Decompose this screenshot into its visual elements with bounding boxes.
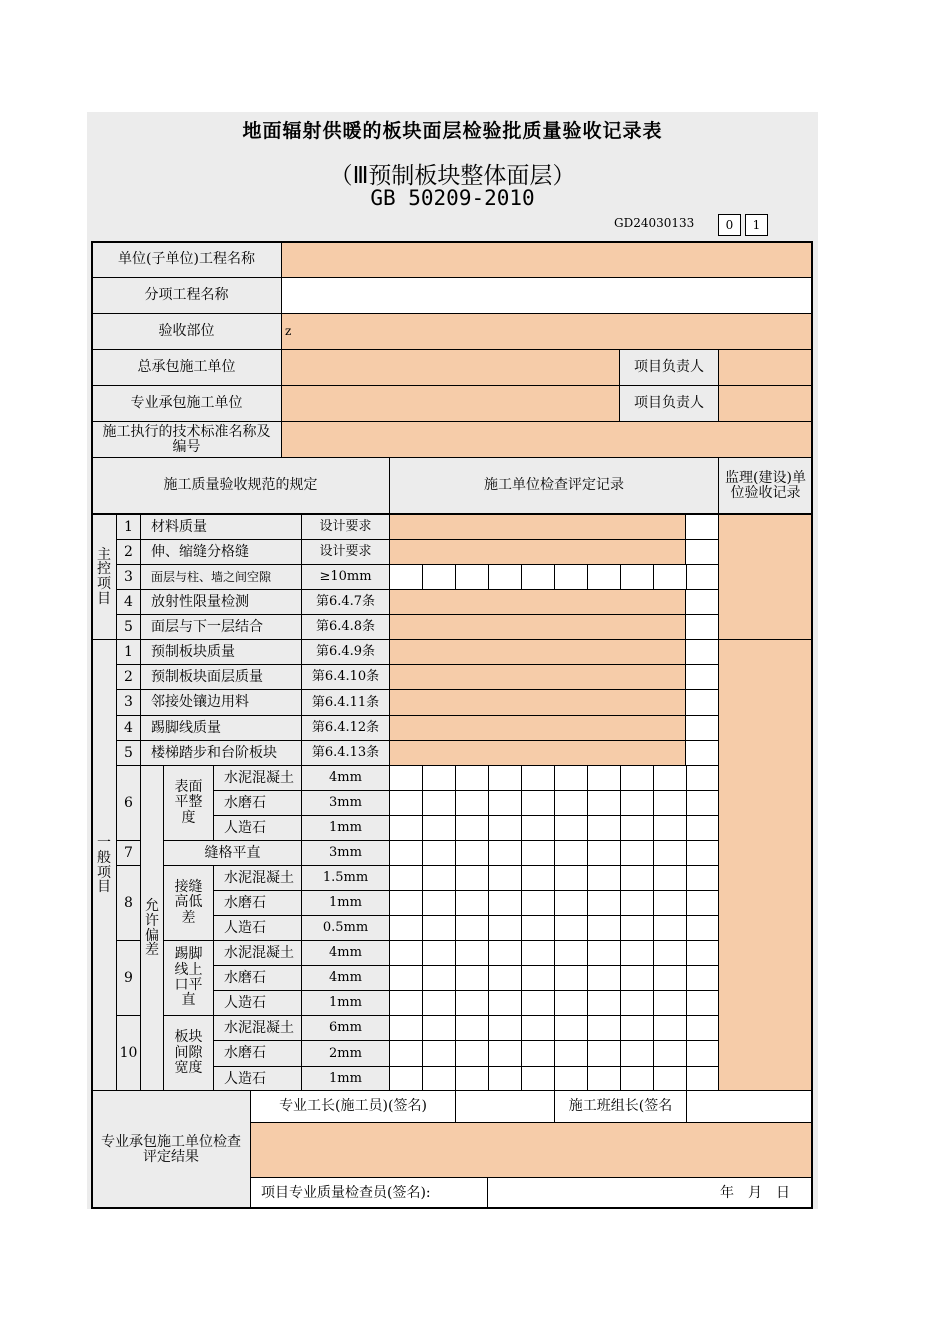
deviation-item-name: 板块间隙宽度 xyxy=(163,1015,214,1092)
form-title: 地面辐射供暖的板块面层检验批质量验收记录表 xyxy=(242,120,663,142)
deviation-material: 人造石 xyxy=(213,990,302,1016)
row-number: 3 xyxy=(116,689,141,716)
deviation-value: 1mm xyxy=(301,990,390,1016)
standard-label: 施工执行的技术标准名称及编号 xyxy=(91,421,282,458)
check-cell[interactable] xyxy=(488,564,522,590)
main-items-group-label: 主 控 项 目 xyxy=(91,514,117,640)
check-cell[interactable] xyxy=(653,1066,687,1092)
special-contractor-field[interactable] xyxy=(281,385,620,422)
check-cell[interactable] xyxy=(587,1066,621,1092)
deviation-value: 4mm xyxy=(301,940,390,966)
deviation-material: 水泥混凝土 xyxy=(213,1015,302,1041)
item-name: 面层与下一层结合 xyxy=(140,614,302,640)
item-name: 材料质量 xyxy=(140,514,302,540)
inspector-label: 项目专业质量检查员(签名): xyxy=(250,1177,488,1209)
check-cell[interactable] xyxy=(422,765,456,791)
check-cell[interactable] xyxy=(455,765,489,791)
acceptance-part-label: 验收部位 xyxy=(91,313,282,350)
check-cell[interactable] xyxy=(653,840,687,866)
row-number: 1 xyxy=(116,514,141,540)
record-extra-cell[interactable] xyxy=(685,689,719,716)
record-extra-cell[interactable] xyxy=(685,639,719,665)
check-cell[interactable] xyxy=(488,1040,522,1067)
check-cell[interactable] xyxy=(554,890,588,916)
check-cell[interactable] xyxy=(455,840,489,866)
form-number-box-2[interactable]: 1 xyxy=(745,214,768,236)
record-header: 施工单位检查评定记录 xyxy=(389,457,719,514)
project-manager-label-2: 项目负责人 xyxy=(619,385,719,422)
check-cell[interactable] xyxy=(455,890,489,916)
record-extra-cell[interactable] xyxy=(685,589,719,615)
general-contractor-label: 总承包施工单位 xyxy=(91,349,282,386)
check-cell[interactable] xyxy=(587,564,621,590)
row-number: 8 xyxy=(116,865,141,941)
check-cell[interactable] xyxy=(653,765,687,791)
check-cell[interactable] xyxy=(488,965,522,991)
row-number: 3 xyxy=(116,564,141,590)
deviation-material: 水磨石 xyxy=(213,790,302,816)
check-cell[interactable] xyxy=(587,840,621,866)
check-cell[interactable] xyxy=(686,790,720,816)
check-cell[interactable] xyxy=(653,1015,687,1041)
check-cell[interactable] xyxy=(455,940,489,966)
check-cell[interactable] xyxy=(422,940,456,966)
record-extra-cell[interactable] xyxy=(685,664,719,690)
item-requirement: 第6.4.11条 xyxy=(301,689,390,716)
form-number: GD24030133 xyxy=(614,216,695,230)
row-number: 4 xyxy=(116,715,141,741)
team-leader-signature-field[interactable] xyxy=(686,1090,813,1123)
sub-project-field[interactable] xyxy=(281,277,813,314)
project-manager-label: 项目负责人 xyxy=(619,349,719,386)
check-cell[interactable] xyxy=(653,990,687,1016)
check-cell[interactable] xyxy=(389,1015,423,1041)
deviation-material: 水磨石 xyxy=(213,890,302,916)
check-cell[interactable] xyxy=(422,1040,456,1067)
check-cell[interactable] xyxy=(620,940,654,966)
check-cell[interactable] xyxy=(653,1040,687,1067)
row-number: 9 xyxy=(116,940,141,1016)
deviation-material: 人造石 xyxy=(213,1066,302,1092)
check-cell[interactable] xyxy=(686,1066,720,1092)
check-cell[interactable] xyxy=(488,940,522,966)
item-name: 踢脚线质量 xyxy=(140,715,302,741)
item-name: 邻接处镶边用料 xyxy=(140,689,302,716)
check-cell[interactable] xyxy=(653,790,687,816)
item-name: 面层与柱、墙之间空隙 xyxy=(140,564,302,590)
item-name: 楼梯踏步和台阶板块 xyxy=(140,740,302,766)
check-cell[interactable] xyxy=(686,940,720,966)
deviation-item-name: 缝格平直 xyxy=(163,840,302,866)
check-cell[interactable] xyxy=(389,865,423,891)
check-cell[interactable] xyxy=(686,890,720,916)
check-cell[interactable] xyxy=(488,990,522,1016)
check-cell[interactable] xyxy=(422,890,456,916)
deviation-material: 水泥混凝土 xyxy=(213,940,302,966)
check-cell[interactable] xyxy=(389,890,423,916)
row-number: 1 xyxy=(116,639,141,665)
check-cell[interactable] xyxy=(620,890,654,916)
check-cell[interactable] xyxy=(554,790,588,816)
check-cell[interactable] xyxy=(554,940,588,966)
standard-code: GB 50209-2010 xyxy=(370,186,535,210)
record-field[interactable] xyxy=(389,514,686,540)
record-extra-cell[interactable] xyxy=(685,614,719,640)
table-border-top xyxy=(91,241,813,243)
record-field[interactable] xyxy=(389,740,686,766)
check-cell[interactable] xyxy=(554,840,588,866)
check-cell[interactable] xyxy=(455,965,489,991)
deviation-material: 水泥混凝土 xyxy=(213,765,302,791)
check-cell[interactable] xyxy=(422,965,456,991)
check-cell[interactable] xyxy=(554,815,588,841)
check-cell[interactable] xyxy=(389,765,423,791)
check-cell[interactable] xyxy=(620,990,654,1016)
check-cell[interactable] xyxy=(653,815,687,841)
check-cell[interactable] xyxy=(488,890,522,916)
check-cell[interactable] xyxy=(620,865,654,891)
deviation-material: 水泥混凝土 xyxy=(213,865,302,891)
item-requirement: 第6.4.12条 xyxy=(301,715,390,741)
check-cell[interactable] xyxy=(587,1040,621,1067)
row-number: 7 xyxy=(116,840,141,866)
row-number: 10 xyxy=(116,1015,141,1092)
check-cell[interactable] xyxy=(620,564,654,590)
check-cell[interactable] xyxy=(620,915,654,941)
deviation-material: 人造石 xyxy=(213,815,302,841)
check-cell[interactable] xyxy=(620,765,654,791)
row-number: 2 xyxy=(116,664,141,690)
check-cell[interactable] xyxy=(620,1066,654,1092)
check-cell[interactable] xyxy=(620,965,654,991)
record-extra-cell[interactable] xyxy=(685,740,719,766)
check-cell[interactable] xyxy=(422,790,456,816)
check-cell[interactable] xyxy=(554,915,588,941)
check-cell[interactable] xyxy=(422,1066,456,1092)
check-cell[interactable] xyxy=(389,840,423,866)
deviation-value: 0.5mm xyxy=(301,915,390,941)
acceptance-part-field[interactable]: z xyxy=(281,313,813,350)
deviation-value: 3mm xyxy=(301,790,390,816)
check-cell[interactable] xyxy=(686,1015,720,1041)
item-requirement: 第6.4.13条 xyxy=(301,740,390,766)
item-name: 预制板块质量 xyxy=(140,639,302,665)
check-cell[interactable] xyxy=(653,965,687,991)
check-cell[interactable] xyxy=(521,865,555,891)
deviation-material: 水磨石 xyxy=(213,965,302,991)
check-cell[interactable] xyxy=(521,940,555,966)
check-cell[interactable] xyxy=(620,1015,654,1041)
check-cell[interactable] xyxy=(587,765,621,791)
check-cell[interactable] xyxy=(653,915,687,941)
check-cell[interactable] xyxy=(488,1066,522,1092)
check-cell[interactable] xyxy=(422,915,456,941)
standard-field[interactable] xyxy=(281,421,813,458)
item-requirement: ≥10mm xyxy=(301,564,390,590)
item-requirement: 设计要求 xyxy=(301,514,390,540)
check-cell[interactable] xyxy=(389,990,423,1016)
item-name: 伸、缩缝分格缝 xyxy=(140,539,302,565)
record-extra-cell[interactable] xyxy=(685,539,719,565)
check-cell[interactable] xyxy=(620,790,654,816)
check-cell[interactable] xyxy=(620,840,654,866)
check-cell[interactable] xyxy=(554,564,588,590)
record-field[interactable] xyxy=(389,664,686,690)
check-cell[interactable] xyxy=(455,790,489,816)
check-cell[interactable] xyxy=(521,990,555,1016)
check-cell[interactable] xyxy=(455,865,489,891)
check-cell[interactable] xyxy=(422,815,456,841)
deviation-material: 水磨石 xyxy=(213,1040,302,1067)
check-cell[interactable] xyxy=(521,1066,555,1092)
special-contractor-label: 专业承包施工单位 xyxy=(91,385,282,422)
check-cell[interactable] xyxy=(587,815,621,841)
check-cell[interactable] xyxy=(521,765,555,791)
check-cell[interactable] xyxy=(389,1066,423,1092)
check-cell[interactable] xyxy=(620,1040,654,1067)
check-cell[interactable] xyxy=(422,564,456,590)
check-cell[interactable] xyxy=(389,940,423,966)
check-cell[interactable] xyxy=(488,1015,522,1041)
record-field[interactable] xyxy=(389,639,686,665)
table-border-left xyxy=(91,241,93,1209)
deviation-item-name: 踢脚线上口平直 xyxy=(163,940,214,1016)
check-cell[interactable] xyxy=(455,815,489,841)
general-contractor-field[interactable] xyxy=(281,349,620,386)
form-subtitle: （Ⅲ预制板块整体面层） xyxy=(329,163,576,189)
check-cell[interactable] xyxy=(653,940,687,966)
item-name: 放射性限量检测 xyxy=(140,589,302,615)
row-number: 5 xyxy=(116,740,141,766)
item-name: 预制板块面层质量 xyxy=(140,664,302,690)
record-field[interactable] xyxy=(389,539,686,565)
check-cell[interactable] xyxy=(488,915,522,941)
spec-header: 施工质量验收规范的规定 xyxy=(91,457,390,514)
check-cell[interactable] xyxy=(554,990,588,1016)
deviation-group-label: 允 许 偏 差 xyxy=(140,765,164,1092)
record-field[interactable] xyxy=(389,715,686,741)
deviation-value: 4mm xyxy=(301,965,390,991)
deviation-value: 4mm xyxy=(301,765,390,791)
table-border-right xyxy=(811,241,813,1209)
project-manager-field-2[interactable] xyxy=(718,385,813,422)
result-label: 专业承包施工单位检查评定结果 xyxy=(91,1090,251,1209)
check-cell[interactable] xyxy=(521,1040,555,1067)
check-cell[interactable] xyxy=(521,840,555,866)
check-cell[interactable] xyxy=(488,790,522,816)
record-field[interactable] xyxy=(389,689,686,716)
supervision-header: 监理(建设)单位验收记录 xyxy=(718,457,813,514)
deviation-value: 1.5mm xyxy=(301,865,390,891)
check-cell[interactable] xyxy=(389,564,423,590)
check-cell[interactable] xyxy=(686,915,720,941)
unit-name-field[interactable] xyxy=(281,241,813,278)
check-cell[interactable] xyxy=(521,890,555,916)
check-cell[interactable] xyxy=(488,865,522,891)
check-cell[interactable] xyxy=(587,915,621,941)
check-cell[interactable] xyxy=(521,965,555,991)
result-field[interactable] xyxy=(250,1122,813,1178)
check-cell[interactable] xyxy=(422,1015,456,1041)
row-number: 4 xyxy=(116,589,141,615)
record-field[interactable] xyxy=(389,589,686,615)
check-cell[interactable] xyxy=(620,815,654,841)
check-cell[interactable] xyxy=(521,1015,555,1041)
check-cell[interactable] xyxy=(455,1015,489,1041)
foreman-signature-field[interactable] xyxy=(455,1090,555,1123)
item-requirement: 第6.4.7条 xyxy=(301,589,390,615)
main-items-supervision-field[interactable] xyxy=(718,514,813,640)
check-cell[interactable] xyxy=(521,564,555,590)
check-cell[interactable] xyxy=(554,1040,588,1067)
check-cell[interactable] xyxy=(686,765,720,791)
check-cell[interactable] xyxy=(686,1040,720,1067)
check-cell[interactable] xyxy=(653,890,687,916)
deviation-value: 3mm xyxy=(301,840,390,866)
check-cell[interactable] xyxy=(455,915,489,941)
record-field[interactable] xyxy=(389,614,686,640)
check-cell[interactable] xyxy=(587,1015,621,1041)
check-cell[interactable] xyxy=(521,815,555,841)
check-cell[interactable] xyxy=(554,1066,588,1092)
record-extra-cell[interactable] xyxy=(685,715,719,741)
check-cell[interactable] xyxy=(686,564,720,590)
row-number: 2 xyxy=(116,539,141,565)
deviation-item-name: 接缝高低差 xyxy=(163,865,214,941)
item-requirement: 第6.4.8条 xyxy=(301,614,390,640)
unit-name-label: 单位(子单位)工程名称 xyxy=(91,241,282,278)
check-cell[interactable] xyxy=(686,840,720,866)
row-number: 5 xyxy=(116,614,141,640)
item-requirement: 设计要求 xyxy=(301,539,390,565)
check-cell[interactable] xyxy=(587,865,621,891)
check-cell[interactable] xyxy=(389,1040,423,1067)
check-cell[interactable] xyxy=(587,890,621,916)
check-cell[interactable] xyxy=(488,840,522,866)
deviation-item-name: 表面平整度 xyxy=(163,765,214,841)
check-cell[interactable] xyxy=(521,790,555,816)
check-cell[interactable] xyxy=(554,1015,588,1041)
date-field[interactable]: 年 月 日 xyxy=(487,1177,813,1209)
item-requirement: 第6.4.9条 xyxy=(301,639,390,665)
check-cell[interactable] xyxy=(686,815,720,841)
general-items-group-label: 一 般 项 目 xyxy=(91,639,117,1092)
row-number: 6 xyxy=(116,765,141,841)
check-cell[interactable] xyxy=(455,1066,489,1092)
team-leader-label: 施工班组长(签名 xyxy=(554,1090,687,1123)
check-cell[interactable] xyxy=(587,790,621,816)
deviation-value: 6mm xyxy=(301,1015,390,1041)
check-cell[interactable] xyxy=(422,840,456,866)
project-manager-field[interactable] xyxy=(718,349,813,386)
check-cell[interactable] xyxy=(422,865,456,891)
check-cell[interactable] xyxy=(554,765,588,791)
deviation-value: 1mm xyxy=(301,890,390,916)
check-cell[interactable] xyxy=(488,765,522,791)
check-cell[interactable] xyxy=(389,815,423,841)
deviation-material: 人造石 xyxy=(213,915,302,941)
check-cell[interactable] xyxy=(422,990,456,1016)
check-cell[interactable] xyxy=(389,915,423,941)
item-requirement: 第6.4.10条 xyxy=(301,664,390,690)
check-cell[interactable] xyxy=(686,865,720,891)
sub-project-label: 分项工程名称 xyxy=(91,277,282,314)
foreman-label: 专业工长(施工员)(签名) xyxy=(250,1090,456,1123)
check-cell[interactable] xyxy=(587,940,621,966)
check-cell[interactable] xyxy=(653,865,687,891)
check-cell[interactable] xyxy=(686,990,720,1016)
check-cell[interactable] xyxy=(389,790,423,816)
check-cell[interactable] xyxy=(455,1040,489,1067)
check-cell[interactable] xyxy=(554,865,588,891)
check-cell[interactable] xyxy=(587,990,621,1016)
check-cell[interactable] xyxy=(455,990,489,1016)
deviation-value: 1mm xyxy=(301,1066,390,1092)
check-cell[interactable] xyxy=(389,965,423,991)
check-cell[interactable] xyxy=(554,965,588,991)
check-cell[interactable] xyxy=(653,564,687,590)
check-cell[interactable] xyxy=(587,965,621,991)
record-extra-cell[interactable] xyxy=(685,514,719,540)
check-cell[interactable] xyxy=(488,815,522,841)
table-border-bottom xyxy=(91,1207,813,1209)
check-cell[interactable] xyxy=(686,965,720,991)
general-items-supervision-field[interactable] xyxy=(718,639,813,1092)
check-cell[interactable] xyxy=(521,915,555,941)
deviation-value: 1mm xyxy=(301,815,390,841)
check-cell[interactable] xyxy=(455,564,489,590)
deviation-value: 2mm xyxy=(301,1040,390,1067)
form-number-box-1[interactable]: 0 xyxy=(718,214,741,236)
